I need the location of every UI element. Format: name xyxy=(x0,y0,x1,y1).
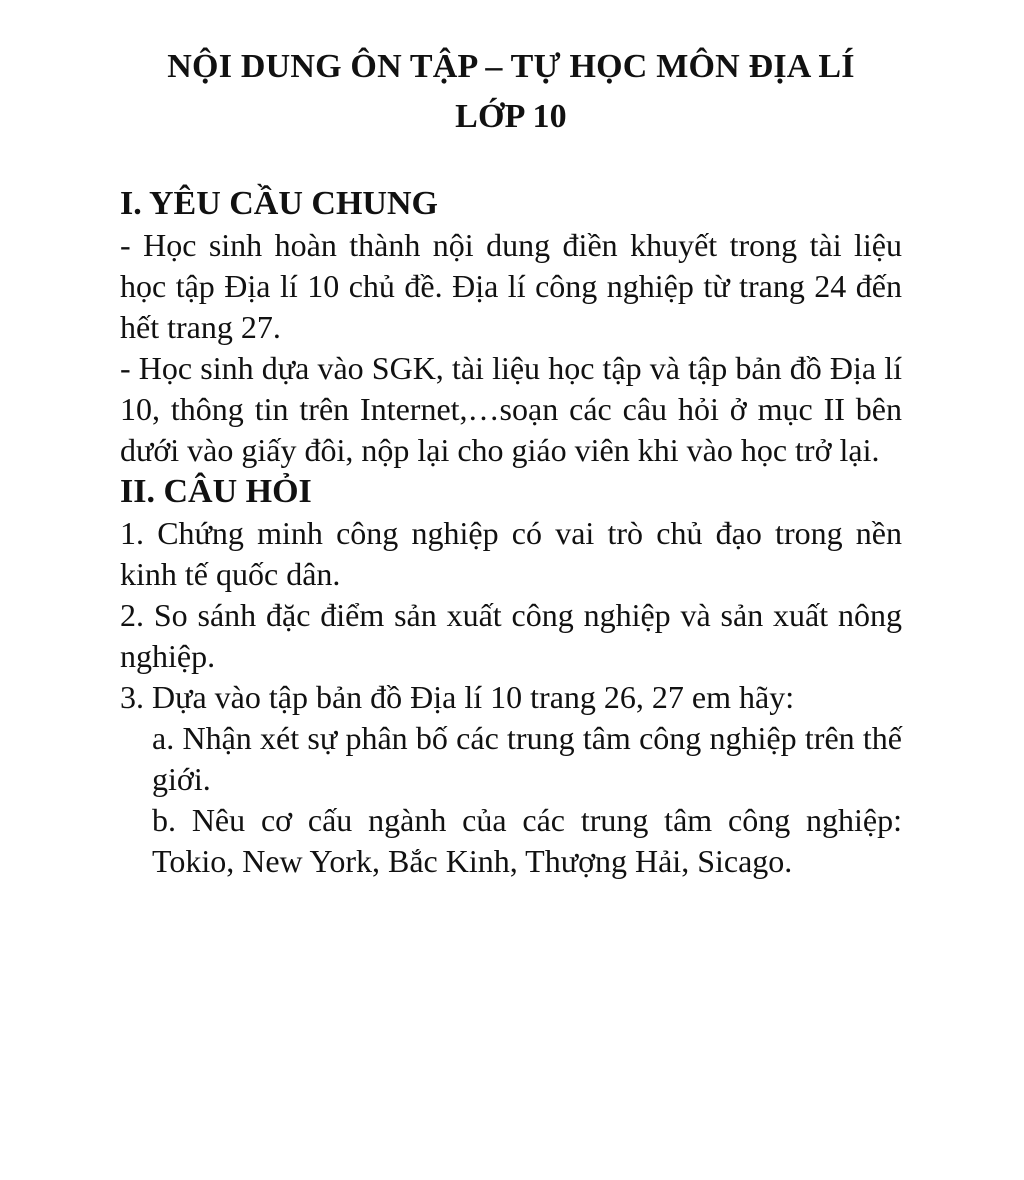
question-3: 3. Dựa vào tập bản đồ Địa lí 10 trang 26, 27 em hãy: xyxy=(120,679,795,715)
question-1: 1. Chứng minh công nghiệp có vai trò chủ đạo trong nền kinh tế quốc dân. xyxy=(120,515,902,592)
subquestion-a: a. Nhận xét sự phân bố các trung tâm công nghiệp trên thế giới. xyxy=(152,720,902,797)
requirement-paragraph-1: - Học sinh hoàn thành nội dung điền khuyết trong tài liệu học tập Địa lí 10 chủ đề. Địa lí công nghiệp từ trang 24 đến hết trang 27. xyxy=(120,227,902,345)
section-heading-general-requirements: I. YÊU CẦU CHUNG xyxy=(120,185,438,222)
section-heading-questions: II. CÂU HỎI xyxy=(120,473,312,510)
question-2: 2. So sánh đặc điểm sản xuất công nghiệp và sản xuất nông nghiệp. xyxy=(120,597,902,674)
requirement-paragraph-2: - Học sinh dựa vào SGK, tài liệu học tập và tập bản đồ Địa lí 10, thông tin trên Internet,…soạn các câu hỏi ở mục II bên dưới vào giấy đôi, nộp lại cho giáo viên khi vào học trở lại. xyxy=(120,350,902,468)
title-line-2: LỚP 10 xyxy=(455,98,567,135)
subquestion-b: b. Nêu cơ cấu ngành của các trung tâm công nghiệp: Tokio, New York, Bắc Kinh, Thượng Hải, Sicago. xyxy=(152,802,902,879)
document-title xyxy=(120,42,902,142)
title-line-1: NỘI DUNG ÔN TẬP – TỰ HỌC MÔN ĐỊA LÍ xyxy=(167,48,855,85)
